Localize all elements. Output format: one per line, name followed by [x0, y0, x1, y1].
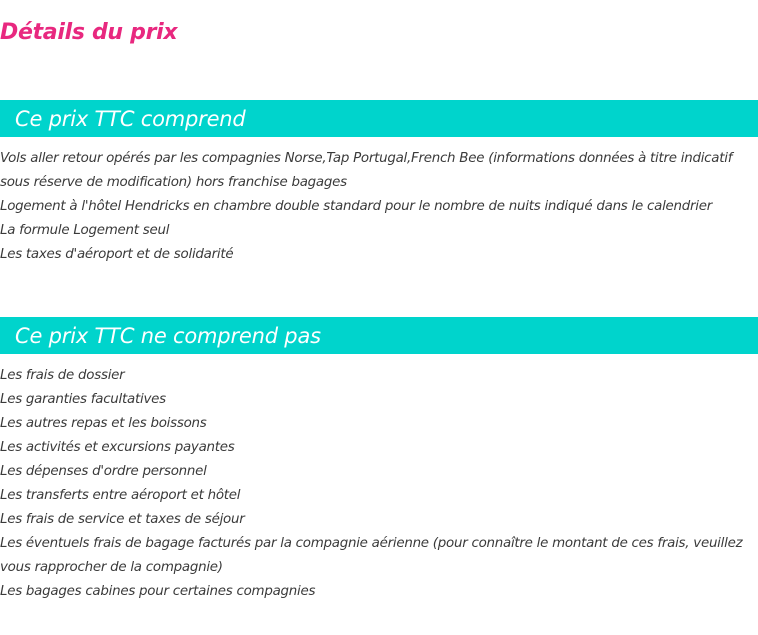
- excluded-section-title: Ce prix TTC ne comprend pas: [15, 323, 321, 348]
- excluded-item-transfers: Les transferts entre aéroport et hôtel: [0, 488, 241, 503]
- included-item-taxes: Les taxes d'aéroport et de solidarité: [0, 247, 234, 262]
- included-section-header: [0, 100, 758, 137]
- excluded-item-baggage-fees: Les éventuels frais de bagage facturés par la compagnie aérienne (pour connaître le montant de ces frais, veuillez vous rapprocher de la compagnie): [0, 536, 743, 575]
- excluded-item-paid-activities: Les activités et excursions payantes: [0, 440, 235, 455]
- included-list: [0, 147, 758, 267]
- excluded-item-personal-expenses: Les dépenses d'ordre personnel: [0, 464, 207, 479]
- included-item-formula: La formule Logement seul: [0, 223, 170, 238]
- excluded-list: [0, 364, 758, 604]
- excluded-item-meals-drinks: Les autres repas et les boissons: [0, 416, 207, 431]
- page-title: Détails du prix: [0, 20, 178, 45]
- excluded-item-optional-guarantees: Les garanties facultatives: [0, 392, 166, 407]
- included-item-flights: Vols aller retour opérés par les compagnies Norse,Tap Portugal,French Bee (informations données à titre indicatif sous réserve de modification) hors franchise bagages: [0, 151, 733, 190]
- excluded-item-cabin-baggage: Les bagages cabines pour certaines compagnies: [0, 584, 316, 599]
- excluded-section-header: [0, 317, 758, 354]
- excluded-item-service-fees: Les frais de service et taxes de séjour: [0, 512, 245, 527]
- excluded-item-file-fees: Les frais de dossier: [0, 368, 125, 383]
- included-section-title: Ce prix TTC comprend: [15, 106, 246, 131]
- included-item-lodging: Logement à l'hôtel Hendricks en chambre double standard pour le nombre de nuits indiqué dans le calendrier: [0, 199, 712, 214]
